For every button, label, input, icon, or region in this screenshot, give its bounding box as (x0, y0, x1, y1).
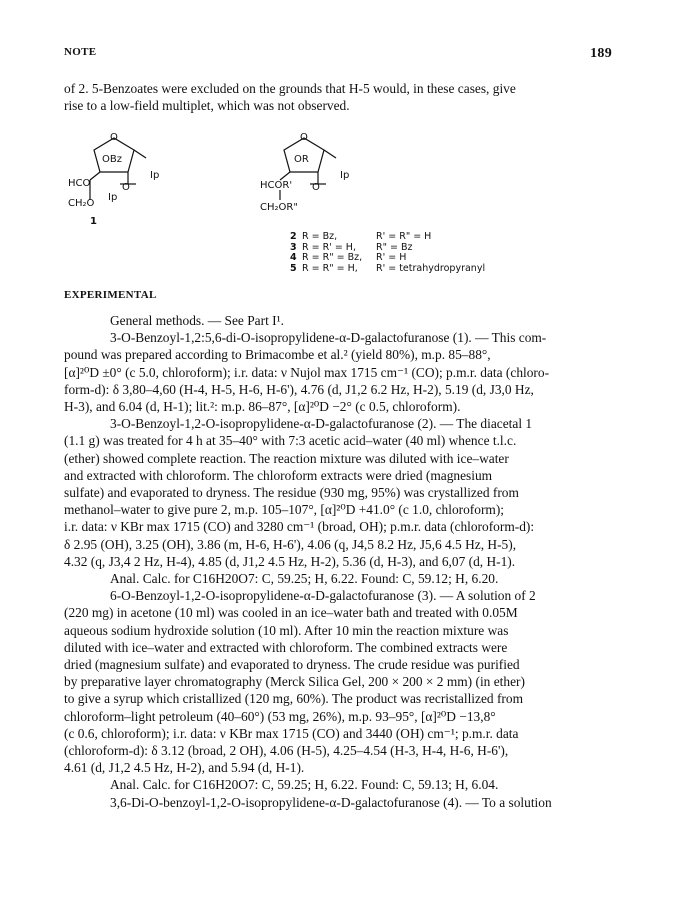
structure-1-ip-acetal: Ip (108, 192, 118, 203)
structure-2-ip: Ip (340, 170, 350, 181)
body-line: methanol–water to give pure 2, m.p. 105–107°, [α]²⁰D +41.0° (c 1.0, chloroform); (64, 502, 505, 518)
body-line: (1.1 g) was treated for 4 h at 35–40° with 7:3 acetic acid–water (40 ml) whence t.l.c. (64, 433, 517, 449)
body-line: aqueous sodium hydroxide solution (10 ml). After 10 min the reaction mixture was (64, 622, 509, 638)
body-line: chloroform–light petroleum (40–60°) (53 mg, 26%), m.p. 93–95°, [α]²⁰D −13,8° (64, 708, 496, 724)
body-line: (220 mg) in acetone (10 ml) was cooled in an ice–water bath and treated with 0.05M (64, 605, 518, 621)
body-line: Anal. Calc. for C16H20O7: C, 59.25; H, 6.22. Found: C, 59.12; H, 6.20. (110, 571, 499, 587)
body-line: and extracted with chloroform. The chloroform extracts were dried (magnesium (64, 467, 493, 483)
structure-1-c6: CH₂O (68, 198, 95, 209)
page-number: 189 (590, 46, 612, 61)
body-line: 4.61 (d, J1,2 4.5 Hz, H-2), and 5.94 (d, H-1). (64, 760, 305, 776)
body-line: (ether) showed complete reaction. The reaction mixture was diluted with ice–water (64, 450, 509, 466)
structure-2-c5: HCOR' (260, 180, 293, 191)
body-line: pound was prepared according to Brimacombe et al.² (yield 80%), m.p. 85–88°, (64, 347, 491, 363)
body-line: 3,6-Di-O-benzoyl-1,2-O-isopropylidene-α-D-galactofuranose (4). — To a solution (110, 794, 552, 810)
structure-1-ip: Ip (150, 170, 160, 181)
body-line: (chloroform-d): δ 3.12 (broad, 2 OH), 4.06 (H-5), 4.25–4.54 (H-3, H-4, H-6, H-6'), (64, 743, 509, 759)
structure-2-ring-oxygen: O (300, 132, 308, 143)
running-header (64, 46, 612, 62)
body-line: 3-O-Benzoyl-1,2:5,6-di-O-isopropylidene-α-D-galactofuranose (1). — This com- (110, 330, 547, 346)
body-line: diluted with ice–water and extracted with chloroform. The combined extracts were (64, 639, 508, 655)
intro-line: rise to a low-field multiplet, which was not observed. (64, 98, 350, 114)
intro-line: of 2. 5-Benzoates were excluded on the grounds that H-5 would, in these cases, give (64, 81, 516, 96)
legend-row: 4 R = R" = Bz, R' = H (290, 252, 407, 263)
structure-1-c5: HCO (68, 178, 91, 189)
experimental-body (64, 312, 612, 811)
header-section-label: NOTE (64, 46, 97, 58)
body-line: 6-O-Benzoyl-1,2-O-isopropylidene-α-D-galactofuranose (3). — A solution of 2 (110, 588, 536, 604)
compound-legend (290, 232, 485, 274)
body-line: i.r. data: ν KBr max 1715 (CO) and 3280 cm⁻¹ (broad, OH); p.m.r. data (chloroform-d): (64, 519, 535, 535)
body-line: H-3), and 6.04 (d, H-1); lit.²: m.p. 86–87°, [α]²⁰D −2° (c 0.5, chloroform). (64, 399, 461, 415)
structure-2-c6: CH₂OR" (260, 202, 298, 213)
body-line: General methods. — See Part I¹. (110, 313, 284, 328)
structure-2-substituent: OR (294, 154, 309, 165)
body-line: 3-O-Benzoyl-1,2-O-isopropylidene-α-D-galactofuranose (2). — The diacetal 1 (110, 416, 533, 432)
section-heading: EXPERIMENTAL (64, 289, 157, 301)
body-line: Anal. Calc. for C16H20O7: C, 59.25; H, 6.22. Found: C, 59.13; H, 6.04. (110, 777, 499, 793)
legend-row: 5 R = R" = H, R' = tetrahydropyranyl (290, 262, 486, 274)
body-line: to give a syrup which cristallized (120 mg, 60%). The product was recristallized from (64, 691, 523, 707)
legend-row: 3 R = R' = H, R" = Bz (290, 241, 413, 253)
body-line: 4.32 (q, J3,4 2 Hz, H-4), 4.85 (d, J1,2 4.5 Hz, H-2), 5.36 (d, H-3), and 6,07 (d, H-1). (64, 553, 516, 569)
chemical-scheme (64, 128, 612, 288)
legend-row: 2 R = Bz, R' = R" = H (290, 231, 432, 242)
body-line: form-d): δ 3,80–4,60 (H-4, H-5, H-6, H-6'), 4.76 (d, J1,2 6.2 Hz, H-2), 5.19 (d, J3,0 Hz, (64, 381, 534, 397)
structure-1-ring-oxygen: O (110, 132, 118, 143)
body-line: by preparative layer chromatography (Merck Silica Gel, 200 × 200 × 2 mm) (in ether) (64, 674, 525, 690)
structure-1-oxygen: O (122, 182, 130, 193)
structure-1-number: 1 (90, 216, 97, 227)
body-line: dried (magnesium sulfate) and evaporated to dryness. The crude residue was purified (64, 657, 520, 673)
body-line: sulfate) and evaporated to dryness. The residue (930 mg, 95%) was crystallized from (64, 485, 519, 501)
body-line: (c 0.6, chloroform); i.r. data: ν KBr max 1715 (CO) and 3440 (OH) cm⁻¹; p.m.r. data (64, 725, 519, 741)
structure-2-oxygen: O (312, 182, 320, 193)
body-line: δ 2.95 (OH), 3.25 (OH), 3.86 (m, H-6, H-6'), 4.06 (q, J4,5 8.2 Hz, J5,6 4.5 Hz, H-5), (64, 536, 517, 552)
intro-paragraph (64, 80, 612, 114)
structure-1-substituent: OBz (102, 154, 122, 165)
body-line: [α]²⁰D ±0° (c 5.0, chloroform); i.r. data: ν Nujol max 1715 cm⁻¹ (CO); p.m.r. data (chloro- (64, 364, 550, 380)
